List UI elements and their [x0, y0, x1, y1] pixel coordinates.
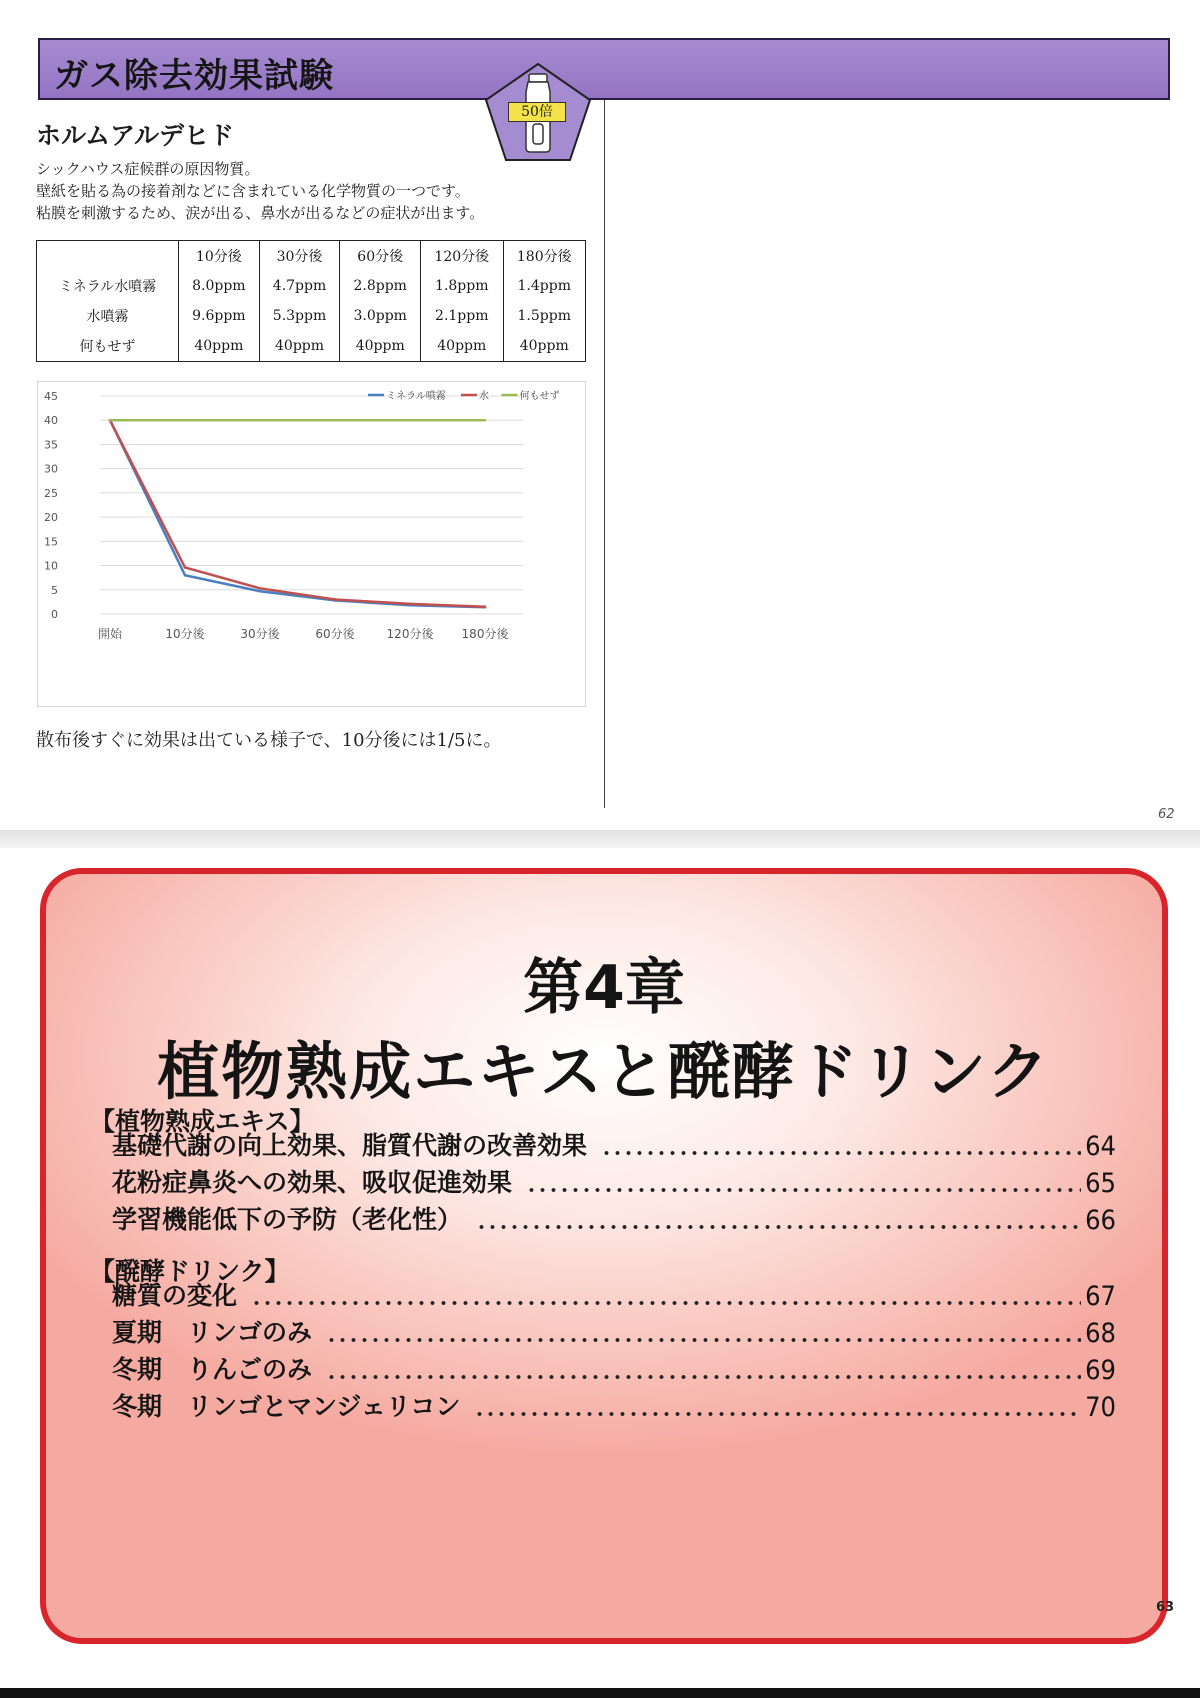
row-label: ミネラル水噴霧	[37, 271, 179, 301]
data-point	[259, 587, 262, 590]
table-row	[37, 301, 586, 331]
toc-item[interactable]	[112, 1315, 1116, 1349]
line-chart-svg	[38, 382, 587, 708]
bottom-edge-bar	[0, 1688, 1200, 1698]
x-tick-label: 180分後	[461, 627, 509, 641]
toc-leader-dots	[476, 1225, 1081, 1229]
y-tick-label: 30	[44, 462, 58, 476]
toc-item-label: 基礎代謝の向上効果、脂質代謝の改善効果	[112, 1131, 588, 1160]
table-cell: 3.0ppm	[340, 301, 421, 331]
data-point	[259, 419, 262, 422]
y-tick-label: 10	[44, 559, 58, 573]
data-point	[184, 419, 187, 422]
toc-item-page: 69	[1085, 1355, 1116, 1386]
toc-section-heading: 【醗酵ドリンク】	[90, 1257, 290, 1286]
toc-section-heading: 【植物熟成エキス】	[90, 1107, 315, 1136]
results-table	[36, 240, 586, 362]
page-gap	[0, 830, 1200, 848]
table-row	[37, 271, 586, 301]
header-title: ガス除去効果試験	[54, 56, 334, 96]
table-cell: 5.3ppm	[259, 301, 340, 331]
toc-item-label: 糖質の変化	[112, 1281, 238, 1310]
toc-item[interactable]	[112, 1165, 1116, 1199]
legend-label: ミネラル噴霧	[386, 391, 446, 402]
toc-leader-dots	[326, 1375, 1081, 1379]
toc-item-label: 花粉症鼻炎への効果、吸収促進効果	[112, 1168, 513, 1197]
page-63	[0, 848, 1200, 1698]
toc-item-label: 冬期 リンゴとマンジェリコン	[112, 1392, 461, 1421]
y-tick-label: 25	[44, 486, 58, 500]
series-line	[110, 420, 485, 607]
toc-item-page: 67	[1085, 1281, 1116, 1312]
y-tick-label: 45	[44, 390, 58, 403]
toc-item[interactable]	[112, 1389, 1116, 1423]
description-line: 壁紙を貼る為の接着剤などに含まれている化学物質の一つです。	[36, 182, 470, 200]
table-cell: 1.4ppm	[503, 271, 586, 301]
header-bar	[38, 38, 1170, 100]
table-cell: 1.5ppm	[503, 301, 586, 331]
x-tick-label: 開始	[97, 627, 123, 641]
y-tick-label: 35	[44, 438, 58, 452]
data-point	[184, 566, 187, 569]
data-point	[109, 419, 112, 422]
y-tick-label: 20	[44, 511, 58, 525]
description-line: シックハウス症候群の原因物質。	[36, 160, 260, 178]
x-tick-label: 120分後	[386, 627, 434, 641]
toc-item-label: 夏期 リンゴのみ	[112, 1318, 313, 1347]
y-tick-label: 0	[51, 608, 58, 621]
data-point	[409, 419, 412, 422]
summary-text: 散布後すぐに効果は出ている様子で、10分後には1/5に。	[36, 730, 502, 751]
data-point	[184, 574, 187, 577]
description-line: 粘膜を刺激するため、涙が出る、鼻水が出るなどの症状が出ます。	[36, 204, 485, 222]
column-divider	[604, 100, 605, 808]
table-cell: 8.0ppm	[179, 271, 260, 301]
toc-item-page: 66	[1085, 1205, 1116, 1236]
toc-item[interactable]	[112, 1352, 1116, 1386]
page-number: 62	[1158, 807, 1175, 822]
row-label: 水噴霧	[37, 301, 179, 331]
y-tick-label: 5	[51, 583, 58, 597]
toc-leader-dots	[326, 1338, 1081, 1342]
chapter-title: 植物熟成エキスと醗酵ドリンク	[157, 1035, 1051, 1108]
column-header: 120分後	[421, 241, 503, 271]
row-label: 何もせず	[37, 331, 179, 361]
chapter-frame	[40, 868, 1168, 1644]
toc-item[interactable]	[112, 1128, 1116, 1162]
x-tick-label: 60分後	[315, 627, 355, 641]
line-chart	[37, 381, 586, 707]
table-cell: 40ppm	[179, 331, 260, 361]
badge-label: 50倍	[508, 102, 566, 122]
page-62	[0, 0, 1200, 830]
data-point	[484, 419, 487, 422]
table-cell: 2.1ppm	[421, 301, 503, 331]
table-cell: 4.7ppm	[259, 271, 340, 301]
table-cell: 1.8ppm	[421, 271, 503, 301]
table-cell: 40ppm	[259, 331, 340, 361]
toc-item-page: 64	[1085, 1131, 1116, 1162]
legend-label: 何もせず	[519, 391, 560, 402]
toc-item[interactable]	[112, 1278, 1116, 1312]
y-tick-label: 40	[44, 414, 58, 428]
x-tick-label: 10分後	[165, 627, 205, 641]
data-point	[409, 603, 412, 606]
toc-leader-dots	[251, 1301, 1081, 1305]
table-cell: 2.8ppm	[340, 271, 421, 301]
legend-label: 水	[479, 391, 489, 402]
toc-item[interactable]	[112, 1202, 1116, 1236]
toc-item-label: 学習機能低下の予防（老化性）	[112, 1205, 463, 1234]
table-cell: 9.6ppm	[179, 301, 260, 331]
toc-leader-dots	[601, 1151, 1081, 1155]
chapter-number: 第4章	[523, 953, 685, 1023]
column-header: 30分後	[259, 241, 340, 271]
table-corner-cell	[37, 241, 179, 271]
table-row	[37, 331, 586, 361]
table-cell: 40ppm	[503, 331, 586, 361]
table-cell: 40ppm	[340, 331, 421, 361]
toc-item-page: 68	[1085, 1318, 1116, 1349]
table-header-row	[37, 241, 586, 271]
description	[36, 158, 484, 224]
toc-item-page: 65	[1085, 1168, 1116, 1199]
data-point	[334, 598, 337, 601]
column-header: 180分後	[503, 241, 586, 271]
data-point	[334, 419, 337, 422]
series-line	[110, 420, 485, 607]
data-point	[484, 605, 487, 608]
y-tick-label: 15	[44, 535, 58, 549]
toc-item-page: 70	[1085, 1392, 1116, 1423]
x-tick-label: 30分後	[240, 627, 280, 641]
section-title: ホルムアルデヒド	[36, 121, 235, 150]
toc-leader-dots	[526, 1188, 1081, 1192]
column-header: 10分後	[179, 241, 260, 271]
table-cell: 40ppm	[421, 331, 503, 361]
column-header: 60分後	[340, 241, 421, 271]
toc-leader-dots	[474, 1412, 1081, 1416]
toc-item-label: 冬期 りんごのみ	[112, 1355, 313, 1384]
data-point	[259, 590, 262, 593]
page-number: 63	[1156, 1600, 1175, 1615]
